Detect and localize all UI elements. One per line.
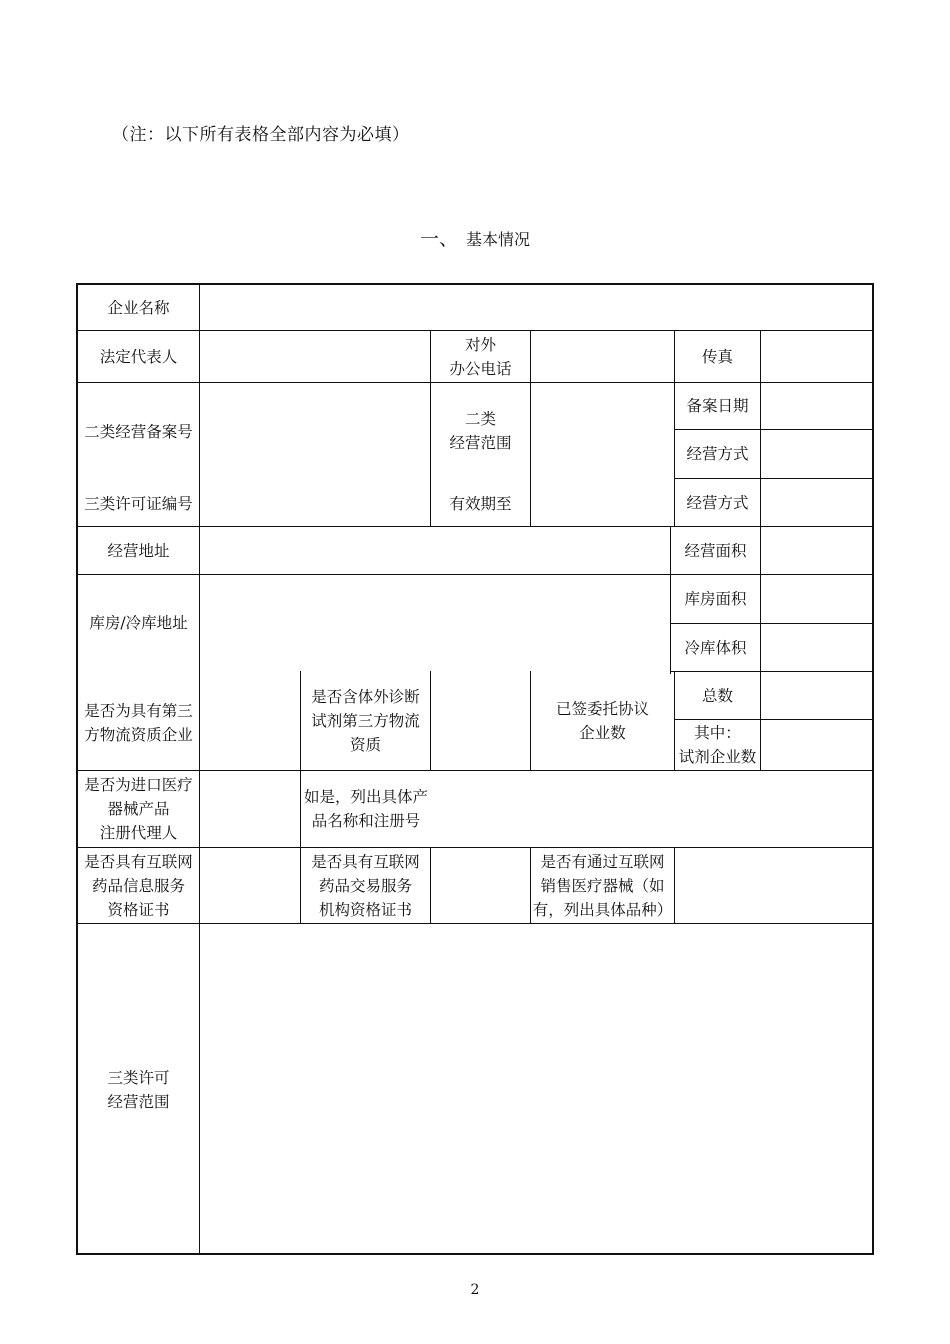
business-mode-field-2[interactable] xyxy=(761,479,872,526)
warehouse-area-label: 库房面积 xyxy=(684,590,747,608)
business-area-label: 经营面积 xyxy=(684,541,747,560)
office-phone-field[interactable] xyxy=(531,331,674,382)
reagent-companies-label: 其中： 试剂企业数 xyxy=(678,724,757,766)
third-party-logistics-label: 是否为具有第三 方物流资质企业 xyxy=(84,701,193,744)
import-products-label: 如是，列出具体产 品名称和注册号 xyxy=(303,788,428,830)
class2-scope-field[interactable] xyxy=(531,383,674,479)
fax-field[interactable] xyxy=(761,331,872,382)
valid-until-field[interactable] xyxy=(531,481,674,526)
cold-storage-volume-label: 冷库体积 xyxy=(684,638,747,657)
total-field[interactable] xyxy=(761,672,872,719)
business-address-label: 经营地址 xyxy=(107,541,170,560)
class3-license-no-field[interactable] xyxy=(200,481,430,526)
internet-sales-field[interactable] xyxy=(675,848,872,923)
class3-scope-label: 三类许可 经营范围 xyxy=(107,1068,170,1111)
basic-info-form xyxy=(76,283,874,1255)
class3-scope-field[interactable] xyxy=(200,924,872,1255)
warehouse-address-label: 库房/冷库地址 xyxy=(89,614,188,632)
internet-trade-cert-label: 是否具有互联网 药品交易服务 机构资格证书 xyxy=(311,852,420,919)
record-date-field[interactable] xyxy=(761,383,872,429)
reagent-companies-field[interactable] xyxy=(761,720,872,770)
fax-label: 传真 xyxy=(701,347,733,366)
legal-rep-field[interactable] xyxy=(200,331,430,382)
section-heading xyxy=(0,224,950,251)
record-date-label: 备案日期 xyxy=(686,397,749,415)
internet-sales-label: 是否有通过互联网 销售医疗器械（如 有，列出具体品种） xyxy=(532,852,673,919)
class2-scope-label: 二类 经营范围 xyxy=(449,410,512,452)
section-title: 基本情况 xyxy=(466,230,531,249)
section-number: 一、 xyxy=(419,228,458,250)
internet-info-cert-field[interactable] xyxy=(200,848,300,923)
warehouse-address-field[interactable] xyxy=(200,575,670,671)
internet-trade-cert-field[interactable] xyxy=(431,848,530,923)
signed-agreements-label: 已签委托协议 企业数 xyxy=(555,700,649,742)
page-number: 2 xyxy=(470,1282,480,1298)
business-area-field[interactable] xyxy=(761,527,872,574)
import-agent-label: 是否为进口医疗 器械产品 注册代理人 xyxy=(84,776,193,842)
business-address-field[interactable] xyxy=(200,527,670,574)
business-mode-label-2: 经营方式 xyxy=(686,493,749,512)
business-mode-field-1[interactable] xyxy=(761,430,872,478)
class2-record-no-field[interactable] xyxy=(200,383,430,479)
company-name-field[interactable] xyxy=(200,285,872,330)
third-party-logistics-field[interactable] xyxy=(200,672,300,770)
total-label: 总数 xyxy=(701,686,733,705)
warehouse-area-field[interactable] xyxy=(761,575,872,623)
business-mode-label-1: 经营方式 xyxy=(686,445,749,463)
office-phone-label: 对外 办公电话 xyxy=(449,335,512,378)
company-name-label: 企业名称 xyxy=(107,298,170,317)
ivd-third-party-field[interactable] xyxy=(431,672,530,770)
internet-info-cert-label: 是否具有互联网 药品信息服务 资格证书 xyxy=(84,852,193,919)
cold-storage-volume-field[interactable] xyxy=(761,624,872,671)
legal-rep-label: 法定代表人 xyxy=(99,347,178,366)
valid-until-label: 有效期至 xyxy=(449,494,512,513)
import-agent-field[interactable] xyxy=(200,771,300,847)
required-note: （注：以下所有表格全部内容为必填） xyxy=(112,125,410,145)
import-products-field[interactable] xyxy=(431,771,872,847)
class2-record-no-label: 二类经营备案号 xyxy=(84,423,193,441)
class3-license-no-label: 三类许可证编号 xyxy=(84,494,193,513)
ivd-third-party-label: 是否含体外诊断 试剂第三方物流 资质 xyxy=(311,688,420,754)
